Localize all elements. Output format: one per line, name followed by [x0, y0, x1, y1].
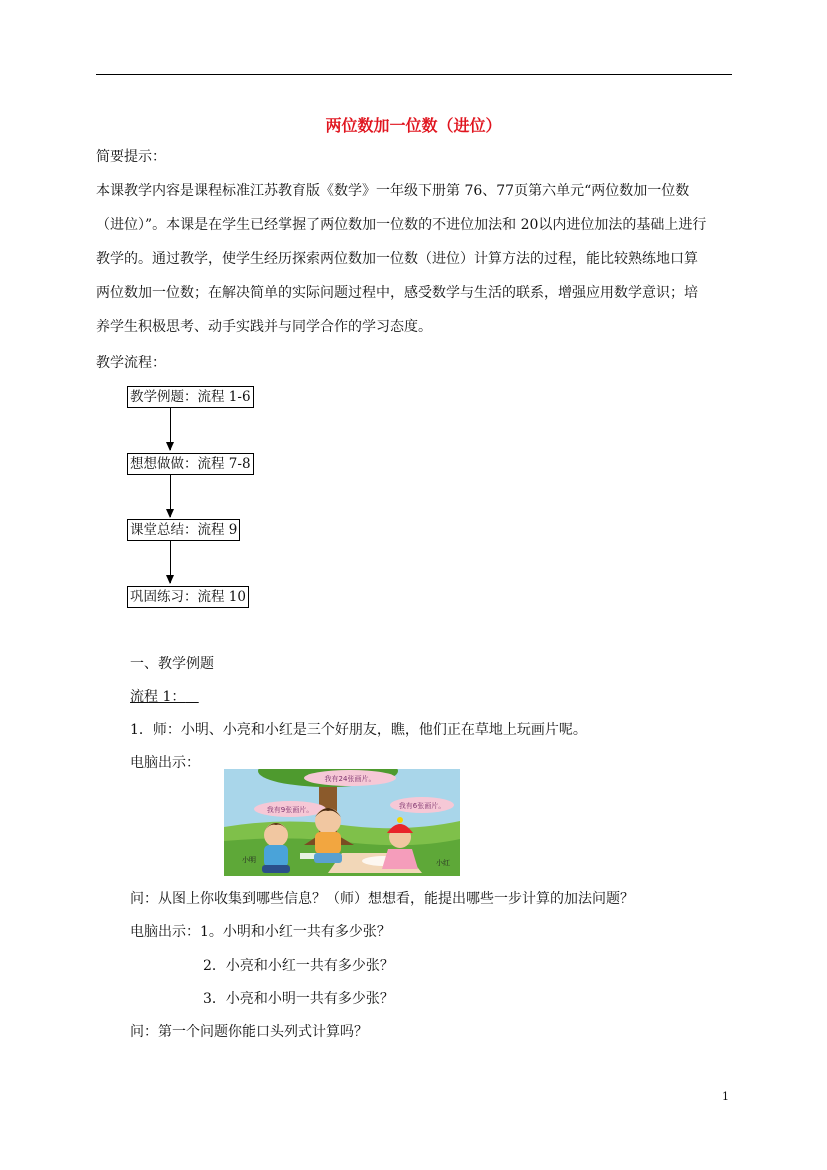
page-title: 两位数加一位数（进位） [325, 116, 502, 135]
speech-bubble-left: 我有9张画片。 [266, 806, 314, 814]
summary-paragraph [96, 174, 736, 344]
name-label-left: 小明 [242, 856, 256, 864]
computer-show-question-1: 电脑出示：1。小明和小红一共有多少张？ [130, 924, 391, 940]
flow-arrow [170, 475, 171, 517]
step-label: 流程 1： [130, 689, 186, 705]
computer-show-label: 电脑出示： [130, 755, 200, 771]
summary-line: 养学生积极思考、动手实践并与同学合作的学习态度。 [96, 319, 432, 335]
question-line: 问：从图上你收集到哪些信息？（师）想想看，能提出哪些一步计算的加法问题？ [130, 891, 634, 907]
summary-line: （进位）”。本课是在学生已经掌握了两位数加一位数的不进位加法和 20以内进位加法的基础上进行 [96, 217, 707, 233]
flow-heading: 教学流程： [96, 355, 166, 371]
summary-heading: 简要提示： [96, 149, 166, 165]
section-heading: 一、教学例题 [130, 656, 214, 672]
flow-step-box: 想想做做：流程 7-8 [127, 453, 254, 475]
speech-bubble-right: 我有6张画片。 [398, 802, 446, 810]
summary-line: 两位数加一位数；在解决简单的实际问题过程中，感受数学与生活的联系，增强应用数学意识；培 [96, 285, 698, 301]
header-rule [96, 74, 732, 75]
boy-middle [314, 808, 342, 863]
summary-line: 本课教学内容是课程标准江苏教育版《数学》一年级下册第 76、77页第六单元“两位数加一位数 [96, 183, 690, 199]
boy-left [262, 823, 290, 873]
flow-step-box: 巩固练习：流程 10 [127, 586, 249, 608]
kids-playing-picture [224, 769, 460, 876]
question-line: 问：第一个问题你能口头列式计算吗？ [130, 1024, 368, 1040]
flow-step-box: 教学例题：流程 1-6 [127, 386, 254, 408]
summary-line: 教学的。通过教学，使学生经历探索两位数加一位数（进位）计算方法的过程，能比较熟练地口算 [96, 251, 698, 267]
page-number: 1 [722, 1090, 729, 1103]
question-item-2: 2．小亮和小红一共有多少张？ [203, 958, 394, 974]
speech-bubble-top: 我有24张画片。 [324, 775, 376, 783]
question-item-3: 3．小亮和小明一共有多少张？ [203, 991, 394, 1007]
flow-arrow [170, 408, 171, 450]
teacher-line: 1．师：小明、小亮和小红是三个好朋友，瞧，他们正在草地上玩画片呢。 [130, 722, 587, 738]
flow-step-box: 课堂总结：流程 9 [127, 519, 240, 541]
flow-arrow [170, 541, 171, 583]
name-label-right: 小红 [436, 859, 450, 867]
